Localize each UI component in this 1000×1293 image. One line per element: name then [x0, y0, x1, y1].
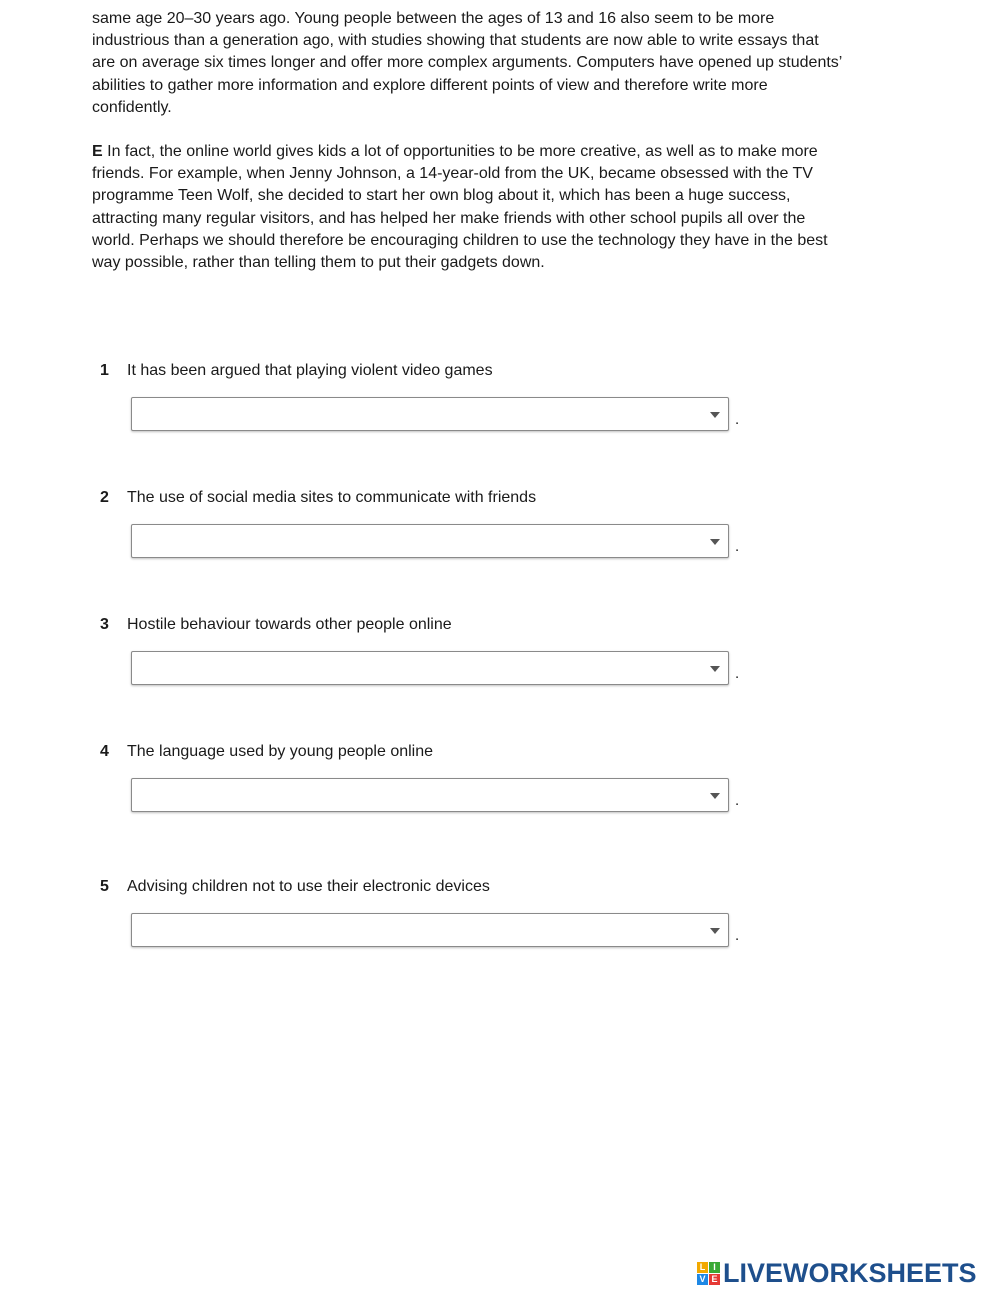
- answer-dropdown-3[interactable]: [131, 651, 729, 685]
- question-number: 2: [100, 489, 109, 506]
- logo-badge-letter: E: [709, 1274, 720, 1285]
- paragraph-letter: E: [92, 143, 103, 160]
- question-text: It has been argued that playing violent video games: [127, 362, 493, 379]
- chevron-down-icon[interactable]: [710, 412, 720, 418]
- sentence-end-period: .: [735, 411, 740, 428]
- passage-paragraph-e: [92, 141, 892, 274]
- question-text: The language used by young people online: [127, 743, 434, 760]
- logo-badge-letter: L: [697, 1262, 708, 1273]
- answer-dropdown-2[interactable]: [131, 524, 729, 558]
- sentence-end-period: .: [735, 927, 740, 944]
- question-number: 5: [100, 878, 109, 895]
- answer-dropdown-1[interactable]: [131, 397, 729, 431]
- sentence-end-period: .: [735, 665, 740, 682]
- chevron-down-icon[interactable]: [710, 928, 720, 934]
- logo-badge-icon: [697, 1262, 720, 1285]
- question-text: Advising children not to use their electronic devices: [127, 878, 490, 895]
- question-number: 4: [100, 743, 109, 760]
- liveworksheets-logo: [697, 1258, 977, 1288]
- logo-text: LIVEWORKSHEETS: [723, 1257, 977, 1288]
- question-number: 1: [100, 362, 109, 379]
- question-text: Hostile behaviour towards other people online: [127, 616, 452, 633]
- chevron-down-icon[interactable]: [710, 793, 720, 799]
- chevron-down-icon[interactable]: [710, 666, 720, 672]
- paragraph-e-text: In fact, the online world gives kids a lot of opportunities to be more creative, as well as to make more friends. For example, when Jenny Johnson, a 14-year-old from the UK, became obsessed with the TV programme Teen Wolf, she decided to start her own blog about it, which has been a huge success, attracting many regular visitors, and has helped her make friends with other school pupils all over the world. Perhaps we should therefore be encouraging children to use the technology they have in the best way possible, rather than telling them to put their gadgets down.: [92, 143, 828, 272]
- question-text: The use of social media sites to communicate with friends: [127, 489, 537, 506]
- answer-dropdown-4[interactable]: [131, 778, 729, 812]
- logo-badge-letter: V: [697, 1274, 708, 1285]
- chevron-down-icon[interactable]: [710, 539, 720, 545]
- sentence-end-period: .: [735, 538, 740, 555]
- logo-badge-letter: I: [709, 1262, 720, 1273]
- sentence-end-period: .: [735, 792, 740, 809]
- answer-dropdown-5[interactable]: [131, 913, 729, 947]
- passage-paragraph-d: same age 20–30 years ago. Young people between the ages of 13 and 16 also seem to be more industrious than a generation ago, with studies showing that students are now able to write essays that are on average six times longer and offer more complex arguments. Computers have opened up students’ abilities to gather more information and explore different points of view and therefore write more confidently.: [92, 10, 843, 116]
- question-number: 3: [100, 616, 109, 633]
